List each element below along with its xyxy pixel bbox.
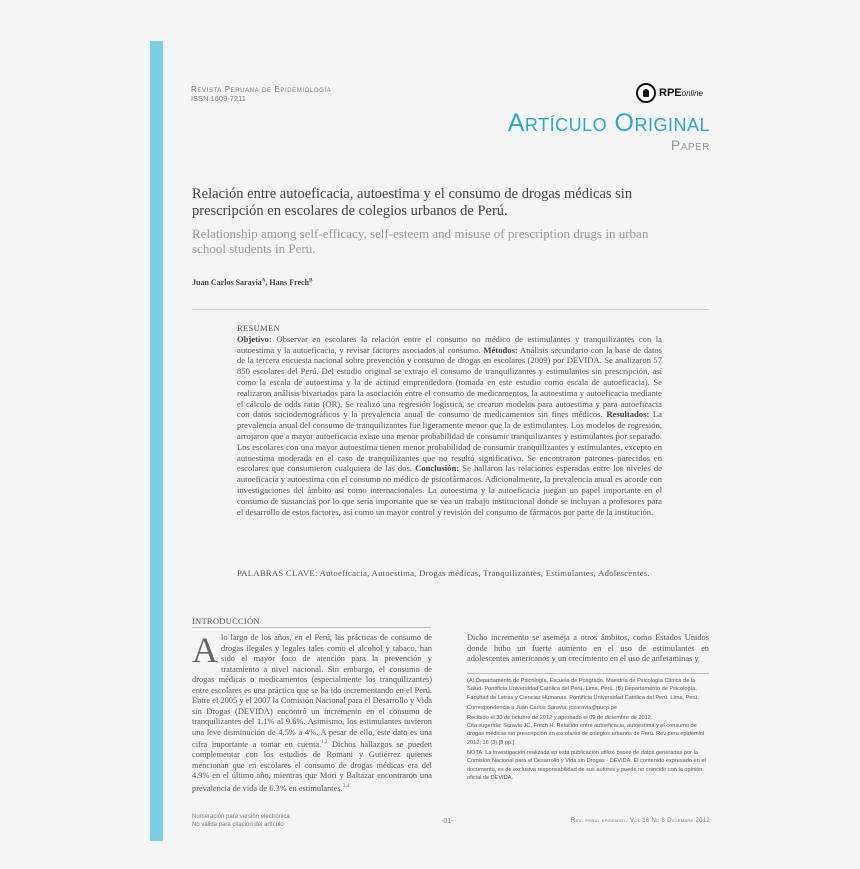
author-1: Juan Carlos Saravia [192, 278, 262, 287]
footer-citation: Rev. peru. epidemiol. Vol 16 No 3 Diciembre 2012 [570, 818, 710, 824]
results-text: La prevalencia anual del consumo de tranquilizantes fue ligeramente menor que la de estimulantes. Los modelos de regresión, arrojaron que a mayor autoeficacia existe una menor probabilidad de consumir tranquilizantes y estimulantes por separado. Los escolares con una mayor autoestima tienen menor probabilidad de consumir tranquilizantes y estimulantes, excepto en autoestima moderada en el caso de tranquilizantes que no resultó significativo. Se encontraron patrones parecidos en escolares que consumieron cualquiera de las dos. [237, 409, 663, 474]
intro-column-2: Dicho incremento se asemeja a otros ámbitos, como Estados Unidos donde hubo un fuerte aumento en el uso de estimulantes en adolescentes americanos y un crecimiento en el uso de anfetaminas y [467, 633, 709, 663]
methods-label: Métodos: [483, 344, 518, 355]
footnotes [467, 677, 709, 784]
journal-name: Revista Peruana de Epidemiología [191, 85, 332, 94]
abstract [237, 323, 662, 517]
article-type: Artículo Original [507, 109, 710, 137]
intro-text-1: lo largo de los años, en el Perú, las prácticas de consumo de drogas ilegales y legales tales como el alcohol y tabaco, han sido el mayor foco de atención para la prevención y tratamiento a nivel nacional. Sin embargo, el consumo de drogas médicas o medicamentos (especialmente los tranquilizantes) entre escolares es una práctica que se ha ido incrementando en el Perú. Entre el 2005 y el 2007 la Comisión Nacional para el Desarrollo y Vida sin Drogas (DEVIDA) encontró un incremento en el consumo de tranquilizantes del 1.1% al 9.6%. Asimismo, los estimulantes tuvieron una leve disminución de 4.5% a 4%. A pesar de ello, este dato es una cifra importante a tomar en cuenta. [192, 633, 432, 749]
authors [192, 278, 312, 287]
issn: ISSN 1609-7211 [191, 94, 246, 103]
intro-divider [192, 627, 431, 628]
objective-label: Objetivo: [237, 333, 272, 344]
conclusion-label: Conclusión: [415, 463, 460, 474]
abstract-heading: RESUMEN [237, 323, 281, 333]
footer-left [192, 814, 290, 829]
received-date: Recibido el 30 de octubre de 2012 y aprobado el 09 de diciembre de 2012. [467, 714, 653, 721]
title-english: Relationship among self-efficacy, self-esteem and misuse of prescription drugs in urban school students in Peru. [192, 226, 649, 256]
accent-bar [150, 41, 163, 841]
footer-left-line-1: Numeración para versión electrónica [192, 814, 290, 820]
page-number: -01- [441, 818, 454, 825]
methods-text: Análisis secundario con la base de datos de la tercera encuesta nacional sobre prevención y consumo de drogas en escolares (2009) por DEVIDA. Se analizaron 57 850 escolares del Perú. Del estudio original se extrajo el consumo de tranquilizantes y estimulantes sin prescripción, así como la escala de autoestima y la de actitud emprendedora (tomada en este estudio como escala de autoeficacia). Se realizaron análisis bivariados para la asociación entre el consumo de medicamentos, la autoestima y autoeficacia mediante el cálculo de odds ratio (OR). Se realizó una regresión logística, se crearon modelos para autoestima y para autoeficacia con datos sociodemográficos y la prevalencia anual de consumo de medicamentos sin fines médicos. [237, 344, 663, 420]
devida-note: NOTA: La investigación realizada en esta publicación utilizó bases de datos generadas por la Comisión Nacional para el Desarrollo y Vida sin Drogas - DEVIDA. El contenido expresado en el documento, es de exclusiva responsabilidad de sus autores y puede no coincidir con la opinión oficial de DEVIDA. [467, 749, 706, 781]
intro-text-2: Dichos hallazgos se pueden complementar con los estudios de Romani y Gutiérrez quienes mencionan que en escolares el consumo de drogas médicas era del 4.9% en el último año, mientras que Mori y Baltazar encontraron una prevalencia de vida de 6.3% en estimulantes. [192, 739, 432, 793]
title-spanish: Relación entre autoeficacia, autoestima y el consumo de drogas médicas sin prescripción en escolares de colegios urbanos de Perú. [192, 186, 633, 219]
objective-text: Observar en escolares la relación entre el consumo no médico de estimulantes y tranquilizantes con la autoestima y la autoeficacia, y revisar factores asociados al consumo. [237, 333, 662, 355]
author-2: Hans Frech [269, 278, 310, 287]
divider [192, 309, 709, 310]
logo-online: online [681, 88, 703, 98]
correspondence: Correspondencia a Juan Carlos Saravia: jcsaravia@pucp.pe [467, 704, 617, 711]
rpe-logo [636, 82, 703, 104]
conclusion-text: Se hallaron las relaciones esperadas entre los niveles de autoeficacia y autoestima con el consumo no médico de psicofármacos. Adicionalmente, la prevalencia anual es acorde con investigaciones del ámbito así como internacionales. La autoestima y la autoeficacia juegan un papel importante en el consumo de sustancias por lo que sería importante que se vea un trabajo institucional donde se incluyan a profesores para el desarrollo de estos factores, así como un mayor control y revisión del consumo de fármacos por parte de la institución. [237, 463, 662, 517]
suggested-citation: Cita sugerida: Saravia JC, Frech H. Relación entre autoeficacia, autoestima y el consumo de drogas médicas sin prescripción en escolares de colegios urbanos de Perú. Rev peru epidemiol 2012; 16 (3) [8 pp.] [467, 723, 705, 746]
affiliations: (A) Departamento de Psicología, Escuela de Posgrado. Maestría de Psicología Clínica de la Salud. Pontificia Universidad Católica del Perú. Lima, Perú. (B) Departamento de Psicología, Facultad de Letras y Ciencias Humanas. Pontificia Universidad Católica del Perú. Lima, Perú. [467, 678, 699, 701]
intro-heading: INTRODUCCIÓN [192, 616, 260, 626]
keywords: PALABRAS CLAVE: Autoeficacia, Autoestima, Drogas médicas, Tranquilizantes, Estimulantes, Adolescentes. [237, 568, 650, 578]
author-separator: , [265, 278, 270, 287]
notes-divider [467, 673, 709, 674]
citation-sup-2: 3,4 [342, 783, 349, 789]
author-1-sup: A [261, 278, 266, 284]
logo-text: RPE [659, 87, 682, 99]
citation-sup-1: 1,2 [321, 740, 328, 745]
rpe-logo-icon [636, 83, 656, 103]
dropcap: A [192, 630, 218, 670]
article-type-en: Paper [670, 137, 710, 153]
footer-left-line-2: No válida para citación del artículo [192, 821, 284, 828]
intro-column-1 [192, 630, 432, 794]
results-label: Resultados: [606, 409, 650, 420]
author-2-sup: B [309, 278, 313, 284]
